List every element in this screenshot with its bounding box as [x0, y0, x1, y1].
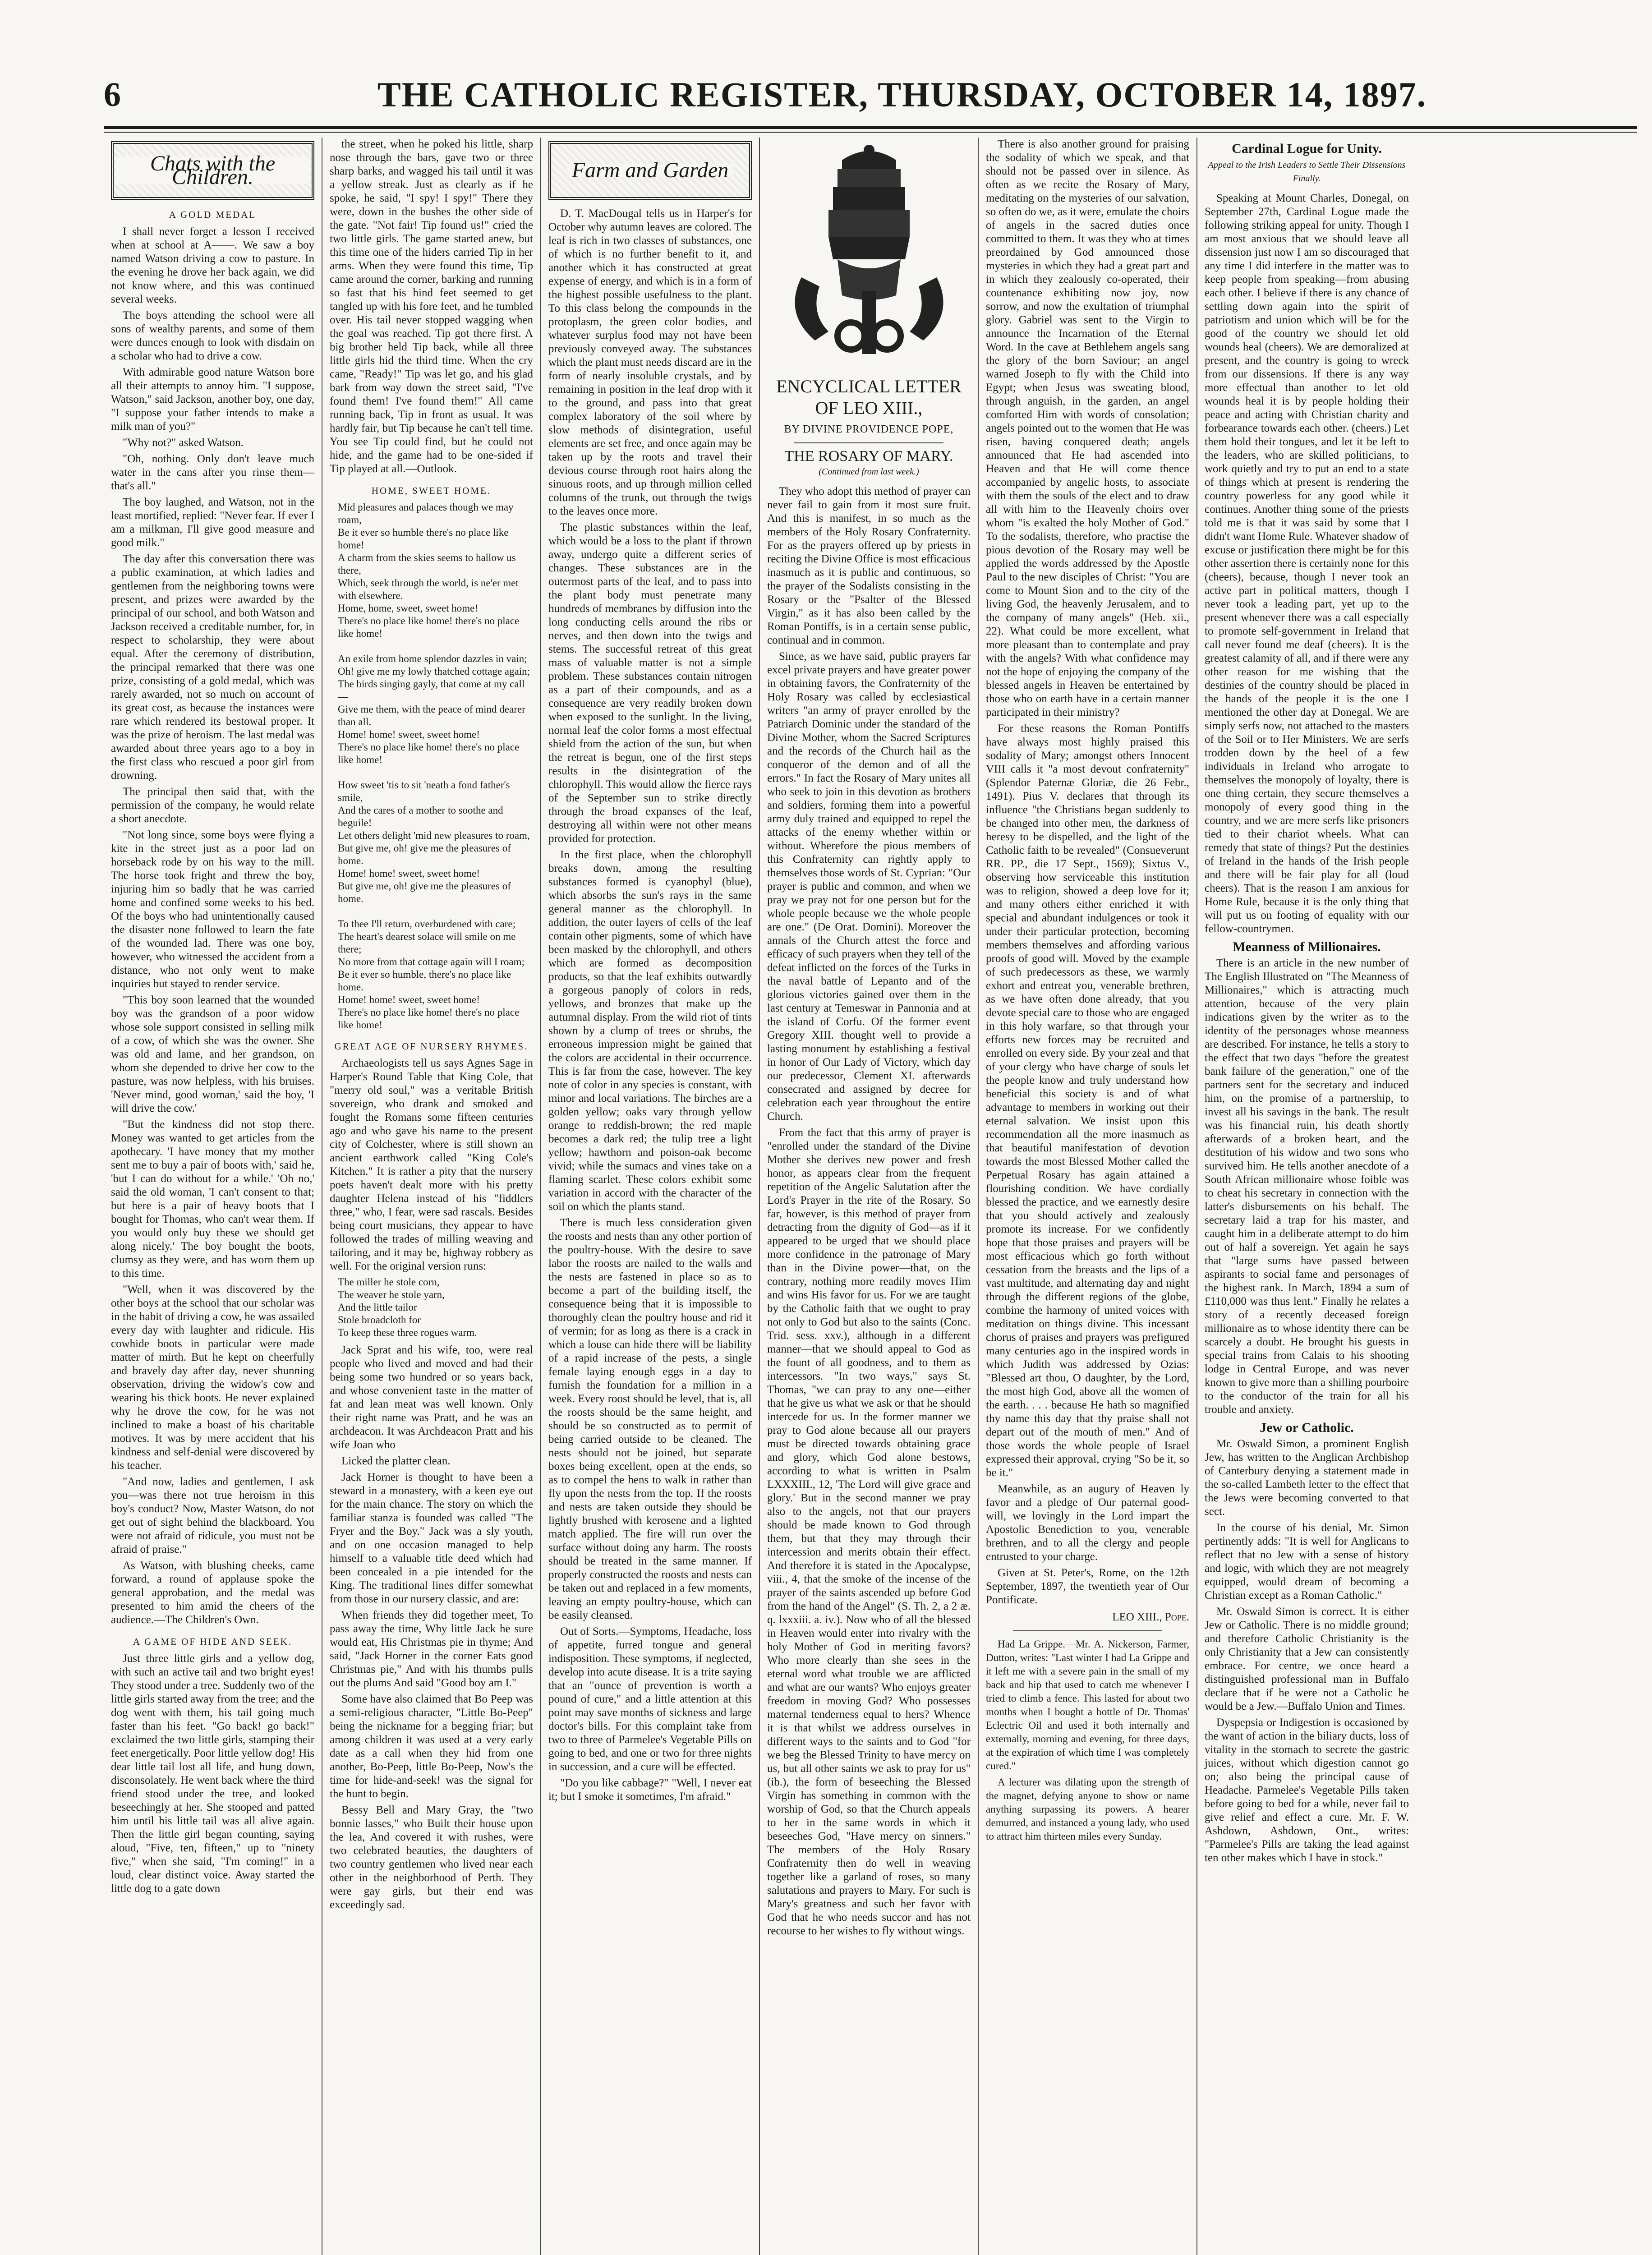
paragraph: Out of Sorts.—Symptoms, Headache, loss of appetite, furred tongue and general indisposition. These symptoms, if neglected, develop into acute disease. It is a trite saying that an "ounce of prevention is worth a pound of cure," and a little attention at this point may save months of sickness and large doctor's bills. For this complaint take from two to three of Parmelee's Vegetable Pills on going to bed, and one or two for three nights in succession, and a cure will be effected.: [548, 1625, 752, 1773]
paragraph: The day after this conversation there was a public examination, at which ladies and gentlemen from the neighboring towns were present, and prizes were awarded by the principal of our school, and both Watson and Jackson received a creditable number, for, in respect to scholarship, they were about equal. After the ceremony of distribution, the principal remarked that there was one prize, consisting of a gold medal, which was rarely awarded, not so much on account of its great cost, as because the instances were rare which rendered its bestowal proper. It was the prize of heroism. The last medal was awarded about three years ago to a boy in the first class who rescued a poor girl from drowning.: [111, 553, 314, 782]
papal-tiara-keys-icon: [774, 142, 964, 368]
millionaires-article: [1205, 957, 1409, 1417]
farm-heading-box: [548, 141, 752, 200]
paragraph: There is also another ground for praising the sodality of which we speak, and that should not be passed over in silence. As often as we recite the Rosary of Mary, meditating on the mysteries of our salvation, so often do we, as it were, emulate the choirs of angels in the sacred duties once committed to them. It was they who at times preordained by God announced those mysteries in which they had a great part and in which they zealously co-operated, their countenance exhibiting now joy, now sorrow, and now the exultation of triumphal glory. Gabriel was sent to the Virgin to announce the Incarnation of the Eternal Word. In the cave at Bethlehem angels sang the glory of the born Saviour; an angel warned Joseph to fly with the Child into Egypt; when Jesus was sweating blood, through anguish, in the garden, an angel comforted Him with words of consolation; angels pointed out to the women that He was risen, having conquered death; angels announced that He had ascended into Heaven and that He will come thence accompanied by angelic hosts, to associate with them the souls of the elect and to draw all with him to the Heavenly choirs over whom "is exalted the holy Mother of God." To the sodalists, therefore, who practise the pious devotion of the Rosary may well be applied the words addressed by the Apostle Paul to the new disciples of Christ: "You are come to Mount Sion and to the city of the living God, the heavenly Jerusalem, and to the company of many angels" (Heb. xii., 22). What could be more excellent, what more pleasant than to contemplate and pray with the angels? With what confidence may not the hope of enjoying the company of the blessed angels in Heaven be entertained by those who on earth have in a certain manner participated in their ministry?: [986, 138, 1189, 718]
jew-or-catholic-article: [1205, 1437, 1409, 1865]
column-5: [979, 138, 1197, 2255]
section-title-hide-and-seek: A GAME OF HIDE AND SEEK.: [133, 1636, 293, 1647]
paragraph: The principal then said that, with the permission of the company, he would relate a short anecdote.: [111, 786, 314, 825]
masthead-rule-thin: [104, 132, 1637, 133]
paragraph: Had La Grippe.—Mr. A. Nickerson, Farmer, Dutton, writes: "Last winter I had La Grippe and it left me with a severe pain in the small of my back and hip that used to catch me whenever I tried to climb a fence. This lasted for about two months when I bought a bottle of Dr. Thomas' Eclectric Oil and used it both internally and externally, morning and evening, for three days, at the expiration of which time I was completely cured.": [986, 1638, 1189, 1772]
encyclical-title: ENCYCLICAL LETTER OF LEO XIII.,: [776, 376, 962, 418]
encyclical-title-2: THE ROSARY OF MARY.: [784, 448, 953, 465]
paragraph: Mr. Oswald Simon, a prominent English Jew, has written to the Anglican Archbishop of Canterbury denying a statement made in the so-called Lambeth letter to the effect that the Jews were becoming converted to that sect.: [1205, 1438, 1409, 1518]
column-4: [760, 138, 979, 2255]
paragraph: In the first place, when the chlorophyll breaks down, among the resulting substances formed is cyanophyl (blue), which absorbs the sun's rays in the same general manner as the chlorophyll. In addition, the outer layers of cells of the leaf contain other pigments, some of which have been masked by the chlorophyll, and others which are formed as decomposition products, so that the leaf exhibits outwardly a gorgeous panoply of colors in reds, yellows, and bronzes that make up the autumnal display. From the wild riot of tints shown by a clump of trees or shrubs, the erroneous impression might be gained that the colors are accidental in their occurrence. This is far from the case, however. The key note of color in any species is constant, with minor and local variations. The birches are a golden yellow; oaks vary through yellow orange to reddish-brown; the red maple becomes a dark red; the tulip tree a light yellow; hawthorn and poison-oak become vivid; while the sumacs and vines take on a flaming scarlet. These colors exhibit some variation in accord with the character of the soil on which the plants stand.: [548, 849, 752, 1213]
paragraph: From the fact that this army of prayer is "enrolled under the standard of the Divine Mother she derives new power and fresh honor, as appears clear from the frequent repetition of the Angelic Salutation after the Lord's Prayer in the rite of the Rosary. So far, however, is this method of prayer from detracting from the dignity of God—as if it appeared to be urged that we should place more confidence in the patronage of Mary than in the Divine power—that, on the contrary, nothing more readily moves Him and wins His favor for us. For we are taught by the Catholic faith that we ought to pray not only to God but also to the saints (Conc. Trid. sess. xxv.), although in a different manner—that we should appeal to God as the fount of all goodness, and to them as intercessors. "In two ways," says St. Thomas, "we can pray to any one—either that he give us what we ask or that he should intercede for us. In the former manner we pray to God alone because all our prayers must be directed towards obtaining grace and glory, which God alone bestows, according to what is written in Psalm LXXXIII., 12, 'The Lord will give grace and glory.' But in the second manner we pray also to the angels, not that our prayers should be made known to God through them, but that they may through their intercession and merits obtain their effect. And therefore it is stated in the Apocalypse, viii., 4, that the smoke of the incense of the prayer of the saints ascended up before God from the hand of the Angel" (S. Th. 2, a 2 æ. q. lxxxiii. a. iv.). Now who of all the blessed in Heaven would enter into rivalry with the holy Mother of God in meriting favors? Who more clearly than she sees in the eternal word what trouble we are afflicted and what are our wants? Who enjoys greater freedom in moving God? Who possesses maternal tenderness equal to hers? Whence it is that whilst we address ourselves in different ways to the saints and to God "for we beg the Blessed Trinity to have mercy on us, but all other saints we ask to pray for us" (ib.), the form of beseeching the Blessed Virgin has something in common with the worship of God, so that the Church appeals to her in the same words in which it beseeches God, "Have mercy on sinners." The members of the Holy Rosary Confraternity then do well in weaving together like a garland of roses, so many salutations and prayers to Mary. For such is Mary's greatness and such her favor with God that he who needs succor and has not recourse to her wishes to fly without wings.: [767, 1127, 971, 1937]
paragraph: "Not long since, some boys were flying a kite in the street just as a poor lad on horseback rode by on his way to the mill. The horse took fright and threw the boy, injuring him so badly that he was carried home and confined some weeks to his bed. Of the boys who had unintentionally caused the disaster none followed to learn the fate of the wounded lad. There was one boy, however, who witnessed the accident from a distance, who not only went to make inquiries but stayed to render service.: [111, 829, 314, 990]
chats-heading-box: [111, 141, 314, 200]
paragraph: The boys attending the school were all sons of wealthy parents, and some of them were dunces enough to look with disdain on a scholar who had to drive a cow.: [111, 309, 314, 362]
hide-and-seek-continued: [330, 138, 533, 476]
notices: [986, 1638, 1189, 1843]
paragraph: D. T. MacDougal tells us in Harper's for October why autumn leaves are colored. The leaf is rich in two classes of substances, one of which is no further benefit to it, and another which it has constructed at great expense of energy, and which is in a form of the highest possible usefulness to the plant. To this class belong the compounds in the protoplasm, the green color bodies, and whatever surplus food may not have been previously conveyed away. The substances which the plant must needs discard are in the form of nearly insoluble crystals, and by remaining in position in the leaf drop with it to the ground, and pass into that great complex laboratory of the soil where by slow methods of disintegration, useful elements are set free, and once again may be taken up by the roots and travel their devious course through root hairs along the sinuous roots, and up through million celled columns of the trunk, out through the twigs to the leaves once more.: [548, 207, 752, 517]
paragraph: There is much less consideration given the roosts and nests than any other portion of the poultry-house. With the desire to save labor the roosts are nailed to the walls and the nests are fastened in place so as to become a part of the building itself, the consequence being that it is impossible to thoroughly clean the poultry house and rid it of vermin; for as long as there is a crack in which a louse can hide there will be liability of a rapid increase of the pests, a single female laying enough eggs in a day to furnish the foundation for a million in a week. Every roost should be level, that is, all the roosts should be the same height, and should be so constructed as to permit of being carried outside to be cleaned. The nests should not be joined, but separate boxes being excellent, open at the ends, so as to compel the hens to walk in rather than fly upon the nests from the top. If the roosts and nests are taken outside they should be lightly brushed with kerosene and a lighted match applied. The fire will run over the surface without doing any harm. The roosts should be treated in the same manner. If properly constructed the roosts and nests can be taken out and replaced in a few moments, leaving an empty poultry-house, which can be easily cleansed.: [548, 1217, 752, 1621]
paragraph: "Do you like cabbage?" "Well, I never eat it; but I smoke it sometimes, I'm afraid.": [548, 1777, 752, 1803]
paragraph: "But the kindness did not stop there. Money was wanted to get articles from the apothecary. 'I have money that my mother sent me to buy a pair of boots with,' said he, 'but I can do without for a while.' 'Oh no,' said the old woman, 'I can't consent to that; but here is a pair of heavy boots that I bought for Thomas, who can't wear them. If you would only buy these we should get along nicely.' The boy bought the boots, clumsy as they were, and has worn them up to this time.: [111, 1118, 314, 1279]
encyclical-subtitle: BY DIVINE PROVIDENCE POPE,: [784, 423, 954, 435]
farm-and-garden-article: [548, 207, 752, 1804]
paragraph: "This boy soon learned that the wounded boy was the grandson of a poor widow whose sole support consisted in selling milk of a cow, of which she was the owner. She was old and lame, and her grandson, on whom she depended to drive her cow to the pasture, was now helpless, with his bruises. 'Never mind, good woman,' said the boy, 'I will drive the cow.': [111, 994, 314, 1114]
paragraph: A lecturer was dilating upon the strength of the magnet, defying anyone to show or name anything surpassing its powers. A hearer demurred, and instanced a young lady, who used to attract him thirteen miles every Sunday.: [986, 1776, 1189, 1842]
paragraph: Just three little girls and a yellow dog, with such an active tail and two bright eyes! They stood under a tree. Suddenly two of the little girls started away from the tree; and the dog went with them, his tail going much faster than his feet. "Go back! go back!" exclaimed the two little girls, stamping their feet energetically. Poor little yellow dog! His dear little tail lost all life, and hung down, disconsolately. He went back where the third friend stood under the tree, and looked beseechingly at her. She stooped and patted him until his little tail was all alive again. Then the little girl began counting, saying aloud, "Five, ten, fifteen," up to "ninety five," when she said, "I'm coming!" in a loud, clear distinct voice. Away started the little dog to a gate down: [111, 1652, 314, 1895]
paragraph: Archaeologists tell us says Agnes Sage in Harper's Round Table that King Cole, that "merry old soul," was a veritable British sovereign, who drank and smoked and fought the Romans some fifteen centuries ago and who gave his name to the present city of Colchester, where is still shown an ancient earthwork called "King Cole's Kitchen." It is rather a pity that the nursery poets haven't dealt more with his pretty daughter Helena instead of his "fiddlers three," who, I fear, were sad rascals. Besides being court musicians, they appear to have followed the trades of milling weaving and tailoring, and it may be, highway robbery as well. For the original version runs:: [330, 1057, 533, 1272]
millionaires-title: Meanness of Millionaires.: [1233, 939, 1381, 954]
cardinal-logue-article: [1205, 192, 1409, 936]
masthead-title: THE CATHOLIC REGISTER, THURSDAY, OCTOBER 14, 1897.: [377, 75, 1427, 114]
paragraph: The boy laughed, and Watson, not in the least mortified, replied: "Never fear. If ever I am a milkman, I'll give good measure and good milk.": [111, 496, 314, 549]
masthead-rule: [104, 126, 1637, 129]
paragraph: "Why not?" asked Watson.: [123, 437, 244, 449]
column-3: [541, 138, 760, 2255]
paragraph: As Watson, with blushing cheeks, came forward, a round of applause spoke the general approbation, and the medal was presented to him amid the cheers of the audience.—The Children's Own.: [111, 1560, 314, 1626]
paragraph: I shall never forget a lesson I received when at school at A——. We saw a boy named Watson driving a cow to pasture. In the evening he drove her back again, we did not know where, and this was continued several weeks.: [111, 226, 314, 305]
paragraph: When friends they did together meet, To pass away the time, Why little Jack he sure would eat, His Christmas pie in thyme; And said, "Jack Horner in the corner Eats good Christmas pie," And with his thumbs pulls out the plums And said "Good boy am I.": [330, 1609, 533, 1689]
paragraph: Bessy Bell and Mary Gray, the "two bonnie lasses," who Built their house upon the lea, And covered it with rushes, were two celebrated beauties, the daughters of two country gentlemen who lived near each other in the neighborhood of Perth. They were gay girls, but their end was exceedingly sad.: [330, 1804, 533, 1911]
paragraph: "Well, when it was discovered by the other boys at the school that our scholar was in the habit of driving a cow, he was assailed every day with laughter and ridicule. His cowhide boots in particular were made matter of mirth. But he kept on cheerfully and bravely day after day, never shunning observation, driving the widow's cow and wearing his thick boots. He never explained why he drove the cow, for he was not inclined to make a boast of his charitable motives. It was by mere accident that his kindness and self-denial were discovered by his teacher.: [111, 1284, 314, 1472]
page-number: 6: [104, 75, 121, 114]
poem-title-home-sweet-home: HOME, SWEET HOME.: [371, 485, 492, 496]
paragraph: Given at St. Peter's, Rome, on the 12th September, 1897, the twentieth year of Our Pontificate.: [986, 1567, 1189, 1606]
paragraph: They who adopt this method of prayer can never fail to gain from it most sure fruit. And this is manifest, in so much as the members of the Holy Rosary Confraternity. For as the prayers offered up by priests in reciting the Divine Office is most efficacious inasmuch as it is public and continuous, so the prayer of the Sodalists consisting in the Rosary or the "Psalter of the Blessed Virgin," as it has also been called by the Roman Pontiffs, is in a certain sense public, continual and in common.: [767, 485, 971, 646]
encyclical-text-continued: [986, 138, 1189, 1607]
nursery-rhymes-article-continued: [330, 1344, 533, 1912]
gold-medal-story: [111, 225, 314, 1627]
paragraph: In the course of his denial, Mr. Simon pertinently adds: "It is well for Anglicans to reflect that no Jew with a sense of history and logic, with which they are not meagrely equipped, would dream of becoming a Christian except as a Roman Catholic.": [1205, 1522, 1409, 1602]
column-2: [322, 138, 541, 2255]
nursery-rhymes-article: [330, 1057, 533, 1273]
paragraph: Mr. Oswald Simon is correct. It is either Jew or Catholic. There is no middle ground; and therefore Catholic Christianity is the only Christianity that a Jew can consistently embrace. For centre, we once heard a distinguished professional man in Buffalo declare that if he were not a Catholic he would be a Jew.—Buffalo Union and Times.: [1205, 1606, 1409, 1712]
paragraph: "Oh, nothing. Only don't leave much water in the cans after you rinse them—that's all.": [111, 453, 314, 492]
cardinal-logue-title: Cardinal Logue for Unity.: [1232, 141, 1382, 156]
paragraph: Jack Sprat and his wife, too, were real people who lived and moved and had their being some two hundred or so years back, and whose convenient taste in the matter of fat and lean meat was well known. Only their right name was Pratt, and he was an archdeacon. It was Archdeacon Pratt and his wife Joan who: [330, 1344, 533, 1451]
paragraph: There is an article in the new number of The English Illustrated on "The Meanness of Millionaires," which is attracting much attention, because of the very plain indications given by the writer as to the identity of the personages whose meanness are described. For instance, he tells a story to the effect that two days "before the greatest bank failure of the generation," one of the partners sent for the secretary and induced him, on the promise of a partnership, to invest all his savings in the bank. The result was his financial ruin, his death shortly afterwards of a broken heart, and the destitution of his widow and two sons who survived him. He tells another anecdote of a South African millionaire whose foible was to cheat his secretary in connection with the latter's disbursements on his behalf. The secretary laid a trap for his master, and caught him in a deliberate attempt to do him out of half a sovereign. Yet again he says that "large sums have passed between aspirants to social fame and personages of the highest rank. In March, 1894 a sum of £110,000 was thus lent." Finally he relates a story of a recently deceased foreign millionaire as to whose identity there can be scarcely a doubt. He brought his guests in special trains from Calais to his shooting lodge in Central Europe, and was never known to give more than a shilling pourboire to the conductor of the train for all his trouble and anxiety.: [1205, 957, 1409, 1416]
divider: [794, 442, 943, 443]
jew-or-catholic-title: Jew or Catholic.: [1260, 1420, 1354, 1435]
poem-home-sweet-home: Mid pleasures and palaces though we may roam, Be it ever so humble there's no place like home! A charm from the skies seems to hallow us there, Which, seek through the world, is ne'er met with elsewhere. Home, home, sweet, sweet home! There's no place like home! there's no place like home! An exile from home splendor dazzles in vain; Oh! give me my lowly thatched cottage again; The birds singing gayly, that come at my call— Give me them, with the peace of mind dearer than all. Home! home! sweet, sweet home! There's no place like home! there's no place like home! How sweet 'tis to sit 'neath a fond father's smile, And the cares of a mother to soothe and beguile! Let others delight 'mid new pleasures to roam, But give me, oh! give me the pleasures of home. Home! home! sweet, sweet home! But give me, oh! give me the pleasures of home. To thee I'll return, overburdened with care; The heart's dearest solace will smile on me there; No more from that cottage again will I roam; Be it ever so humble, there's no place like home. Home! home! sweet, sweet home! There's no place like home! there's no place like home!: [338, 502, 530, 1031]
divider: [1013, 1630, 1162, 1631]
section-title-gold-medal: A GOLD MEDAL: [169, 209, 257, 220]
paragraph: "And now, ladies and gentlemen, I ask you—was there not true heroism in this boy's conduct? Now, Master Watson, do not get out of sight behind the blackboard. You were not afraid of ridicule, you must not be afraid of praise.": [111, 1476, 314, 1555]
encyclical-signature: LEO XIII., Pope.: [1112, 1611, 1189, 1623]
paragraph: The plastic substances within the leaf, which would be a loss to the plant if thrown away, undergo quite a different series of changes. These substances are in the outermost parts of the leaf, and to pass into the plant body must penetrate many hundreds of membranes by diffusion into the long conducting cells around the ribs or nerves, and then down into the twigs and stems. The successful retreat of this great mass of valuable matter is not a simple problem. These substances contain nitrogen as a part of their compounds, and as a consequence are very readily broken down when exposed to the sunlight. In the living, normal leaf the color forms a most effectual shield from the action of the sun, but when the retreat is begun, one of the first steps results in the disintegration of the chlorophyll. This would allow the fierce rays of the September sun to strike directly through the broad expanses of the leaf, destroying all within were not other means provided for protection.: [548, 521, 752, 845]
paragraph: For these reasons the Roman Pontiffs have always most highly praised this sodality of Mary; amongst others Innocent VIII calls it "a most devout confraternity" (Splendor Paternæ Gloriæ, die 26 Febr., 1491). Pius V. declares that through its influence "the Christians began suddenly to be changed into other men, the darkness of heresy to be dispelled, and the light of the Catholic faith to be revealed" (Consueverunt RR. PP., die 17 Sept., 1569); Sixtus V., observing how serviceable this institution was to religion, showed a deep love for it; and many others either enriched it with special and abundant indulgences or took it under their particular protection, becoming members themselves and affording various proofs of good will. Moved by the example of such predecessors as these, we warmly exhort and entreat you, venerable brethren, as we have often done already, that you devote special care to those who are engaged in this holy warfare, so that through your efforts new forces may be recruited and enrolled on every side. By your zeal and that of your clergy who have charge of souls let the people know and truly understand how beneficial this society is and of what advantage to members in working out their eternal salvation. We insist upon this recommendation all the more inasmuch as that beautiful manifestation of devotion towards the most Blessed Mother called the Perpetual Rosary has again attained a flourishing condition. We have cordially blessed the practice, and we earnestly desire that you should actively and zealously promote its increase. For we confidently hope that those praises and prayers will be most efficacious which go forth without cessation from the breasts and the lips of a vast multitude, and alternating day and night through the different regions of the globe, combine the harmony of united voices with meditation on things divine. This incessant chorus of praises and prayers was prefigured many centuries ago in the inspired words in which Judith was addressed by Ozias: "Blessed art thou, O daughter, by the Lord, the most high God, above all the women of the earth. . . . because He hath so magnified thy name this day that thy praise shall not depart out of the mouth of men." And of those words the whole people of Israel expressed their approval, crying "So be it, so be it.": [986, 723, 1189, 1479]
paragraph: Since, as we have said, public prayers far excel private prayers and have greater power in obtaining favors, the Confraternity of the Holy Rosary was called by ecclesiastical writers "an army of prayer enrolled by the Patriarch Dominic under the standard of the Divine Mother, whom the Sacred Scriptures and the records of the Church hail as the conqueror of the demon and of all the errors." In fact the Rosary of Mary unites all who seek to join in this devotion as brothers and soldiers, forming them into a powerful army duly trained and equipped to repel the attacks of the enemy whether within or without. Wherefore the pious members of this Confraternity can rightly apply to themselves those words of St. Cyprian: "Our prayer is public and common, and when we pray we pray not for one person but for the whole people because we the whole people are one." (De Orat. Domini). Moreover the annals of the Church attest the force and efficacy of such prayers when they tell of the defeat inflicted on the forces of the Turks in the naval battle of Lepanto and of the glorious victories gained over them in the last century at Temeswar in Pannonia and at the island of Corfu. Of the former event Gregory XIII. thought well to provide a lasting monument by establishing a festival in honor of Our Lady of Victory, which day our predecessor, Clement XI. afterwards consecrated and assigned by decree for celebration each year throughout the entire Church.: [767, 650, 971, 1123]
paragraph: Some have also claimed that Bo Peep was a semi-religious character, "Little Bo-Peep" being the nickname for a begging friar; but among children it was used at a very early date as a call when they hid from one another, Bo-Peep, little Bo-Peep, Now's the time for hide-and-seek! was the signal for the hunt to begin.: [330, 1693, 533, 1800]
columns: [104, 138, 1637, 2255]
paragraph: Dyspepsia or Indigestion is occasioned by the want of action in the biliary ducts, loss of vitality in the stomach to secrete the gastric juices, without which digestion cannot go on; also being the principal cause of Headache. Parmelee's Vegetable Pills taken before going to bed for a while, never fail to give relief and effect a cure. Mr. F. W. Ashdown, Ashdown, Ont., writes: "Parmelee's Pills are taking the lead against ten other makes which I have in stock.": [1205, 1717, 1409, 1864]
paragraph: the street, when he poked his little, sharp nose through the bars, gave two or three sharp barks, and wagged his tail until it was a yellow streak. Just as clearly as if he spoke, he said, "I spy! I spy!" There they were, down in the bushes the other side of the gate. "Not fair! Tip found us!" cried the two little girls. The game started anew, but this time one of the hiders carried Tip in her arms. When they were found this time, Tip came around the corner, barking and running so fast that his hind feet seemed to get tangled up with his fore feet, and he tumbled over. His tail never stopped wagging when the goal was reached. Tip got there first. A big brother held Tip back, while all three little girls hid the third time. When the cry came, "Ready!" Tip was let go, and his glad bark from way down the street said, "I've found them! I've found them!" All came running back, Tip in front as usual. It was hardly fair, but Tip because he can't tell time. You see Tip could find, but he could not hide, and the game had to be one-sided if Tip played at all.—Outlook.: [330, 138, 533, 475]
paragraph: Licked the platter clean.: [341, 1455, 451, 1467]
cardinal-logue-subtitle: Appeal to the Irish Leaders to Settle Their Dissensions Finally.: [1208, 160, 1406, 184]
hide-and-seek-story: [111, 1652, 314, 1896]
section-title-nursery-rhymes: GREAT AGE OF NURSERY RHYMES.: [334, 1041, 529, 1052]
paragraph: With admirable good nature Watson bore all their attempts to annoy him. "I suppose, Watson," said Jackson, another boy, one day, "I suppose your father intends to make a milk man of you?": [111, 366, 314, 433]
column-1: [104, 138, 322, 2255]
paragraph: Jack Horner is thought to have been a steward in a monastery, with a keen eye out for the main chance. The story on which the familiar stanza is founded was called "The Fryer and the Boy." Jack was a sly youth, and on one occasion managed to help himself to a valuable title deed which had been concealed in a pie intended for the King. The traditional lines differ somewhat from those in our nursery classic, and are:: [330, 1471, 533, 1605]
continued-note: (Continued from last week.): [819, 467, 919, 477]
paragraph: Meanwhile, as an augury of Heaven ly favor and a pledge of Our paternal good-will, we lovingly in the Lord impart the Apostolic Benediction to you, venerable brethren, and to all the clergy and people entrusted to your charge.: [986, 1483, 1189, 1563]
papal-crest: [767, 138, 971, 372]
column-6: [1197, 138, 1416, 2255]
chats-heading: Chats with the Children.: [115, 157, 310, 184]
masthead: [104, 68, 1637, 122]
poem-miller: The miller he stole corn, The weaver he stole yarn, And the little tailor Stole broadcloth for To keep these three rogues warm.: [338, 1276, 477, 1338]
paragraph: Speaking at Mount Charles, Donegal, on September 27th, Cardinal Logue made the following striking appeal for unity. Though I am most anxious that we should leave all dissension just now I am so discouraged that any time I did interfere in the matter was to keep people from speaking—from abusing each other. I believe if there is any chance of settling down again into the spirit of patriotism and union which will be for the good of the country we should let old wounds heal (cheers). We are demoralized at present, and the country is going to wreck from our dissensions. If there is any way more effectual than another to let old wounds heal it is by people holding their peace and acting with Christian charity and forbearance towards each other. (cheers.) Let them hold their tongues, and let it be left to the leaders, who are skilled politicians, to work quietly and try to put an end to a state of things which at present is rendering the country powerless for any good while it continues. Another thing some of the priests told me is that it was said by some that I didn't want Home Rule. Whatever shadow of excuse or justification there might be for this other assertion there is certainly none for this (cheers), because, though I never took an active part in political matters, though I never took a leading part, yet up to the present whenever there was a call especially to promote self-government in Ireland that call never found me deaf (cheers). It is the greatest calamity of all, and if there were any other reason for me wishing that the destinies of the country should be placed in the hands of the people it is the one I mentioned the other day at Donegal. We are simply serfs now, not attached to the masters of the Soil or to Her Ministers. We are serfs trodden down by the heel of a few individuals in Ireland who arrogate to themselves the monopoly of loyalty, there is one thing certain, they secure themselves a monopoly of every good thing in the country, and we are mere serfs like prisoners tied to their chariot wheels. What can remedy that state of things? Put the destinies of Ireland in the hands of the Irish people and there will be fair play for all (loud cheers). That is the reason I am anxious for Home Rule, because it is the only thing that will put us on footing of equality with our fellow-countrymen.: [1205, 192, 1409, 935]
encyclical-text: [767, 485, 971, 1938]
farm-heading: Farm and Garden: [567, 164, 733, 177]
